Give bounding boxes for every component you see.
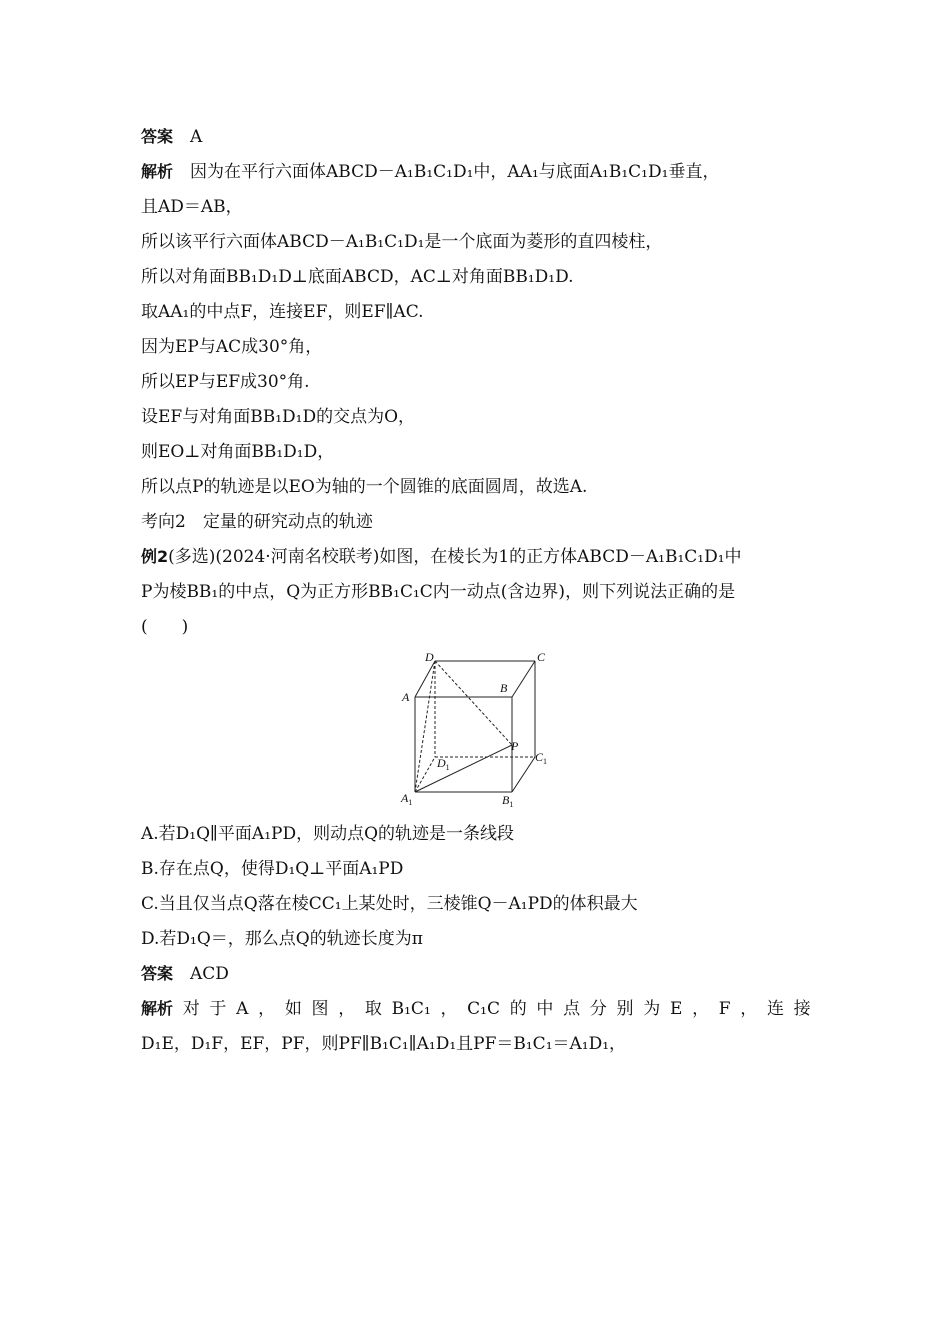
option-a: A.若D₁Q∥平面A₁PD，则动点Q的轨迹是一条线段 — [141, 824, 515, 844]
option-d: D.若D₁Q＝，那么点Q的轨迹长度为π — [141, 929, 423, 949]
answer-line-2 — [141, 963, 811, 985]
analysis-text: 因为在平行六面体ABCD－A₁B₁C₁D₁中，AA₁与底面A₁B₁C₁D₁垂直， — [190, 162, 720, 182]
analysis-line-10: 所以点P的轨迹是以EO为轴的一个圆锥的底面圆周，故选A. — [141, 477, 588, 497]
answer-label: 答案 — [141, 127, 174, 146]
answer-line — [141, 126, 811, 148]
analysis-line-3: 所以该平行六面体ABCD－A₁B₁C₁D₁是一个底面为菱形的直四棱柱， — [141, 232, 663, 252]
analysis-line-6: 因为EP与AC成30°角， — [141, 337, 323, 357]
example-line-3: ( ) — [141, 617, 189, 637]
example-line-1 — [141, 546, 811, 568]
edge-B1C1 — [512, 757, 535, 792]
section-title: 考向2 定量的研究动点的轨迹 — [141, 512, 373, 532]
example-label: 例2 — [141, 547, 169, 566]
label-A1: $A_1$ — [401, 791, 413, 807]
edge-BC — [512, 661, 535, 697]
example-line-2: P为棱BB₁的中点，Q为正方形BB₁C₁C内一动点(含边界)，则下列说法正确的是 — [141, 582, 736, 602]
label-C1: $C_1$ — [535, 750, 548, 766]
answer-value-2: ACD — [190, 964, 229, 984]
analysis-line-9: 则EO⊥对角面BB₁D₁D， — [141, 442, 335, 462]
cube-figure — [395, 645, 560, 815]
analysis-line-5: 取AA₁的中点F，连接EF，则EF∥AC. — [141, 302, 424, 322]
analysis2-line-1: 解析 对 于 A ， 如 图 ， 取 B₁C₁ ， C₁C 的 中 点 分 别 为 E ， F ， 连 接 — [141, 999, 811, 1019]
edge-AD — [415, 661, 435, 697]
analysis-label-2: 解析 — [141, 999, 174, 1018]
analysis-line-4: 所以对角面BB₁D₁D⊥底面ABCD，AC⊥对角面BB₁D₁D. — [141, 267, 574, 287]
label-D1: $D_1$ — [437, 756, 450, 772]
label-B1: $B_1$ — [502, 793, 514, 809]
option-b: B.存在点Q，使得D₁Q⊥平面A₁PD — [141, 859, 404, 879]
cube-diagram — [395, 645, 560, 815]
analysis2-line-2: D₁E，D₁F，EF，PF，则PF∥B₁C₁∥A₁D₁且PF＝B₁C₁＝A₁D₁， — [141, 1034, 627, 1054]
segment-DP — [435, 661, 512, 745]
analysis-line-1 — [141, 161, 811, 183]
segment-DA1 — [415, 661, 435, 792]
analysis-label: 解析 — [141, 162, 174, 181]
label-P: P — [511, 739, 519, 753]
label-D: D — [425, 650, 434, 664]
answer-value: A — [190, 127, 203, 147]
label-C: C — [537, 650, 546, 664]
analysis-line-8: 设EF与对角面BB₁D₁D的交点为O， — [141, 407, 416, 427]
answer-label-2: 答案 — [141, 964, 174, 983]
analysis-line-7: 所以EP与EF成30°角. — [141, 372, 310, 392]
label-A: A — [402, 690, 410, 704]
label-B: B — [500, 681, 508, 695]
example-text-1: (多选)(2024·河南名校联考)如图，在棱长为1的正方体ABCD－A₁B₁C₁D₁中 — [168, 547, 742, 567]
option-c: C.当且仅当点Q落在棱CC₁上某处时，三棱锥Q－A₁PD的体积最大 — [141, 894, 638, 914]
segment-A1P — [415, 745, 512, 792]
analysis-line-2: 且AD＝AB， — [141, 197, 243, 217]
